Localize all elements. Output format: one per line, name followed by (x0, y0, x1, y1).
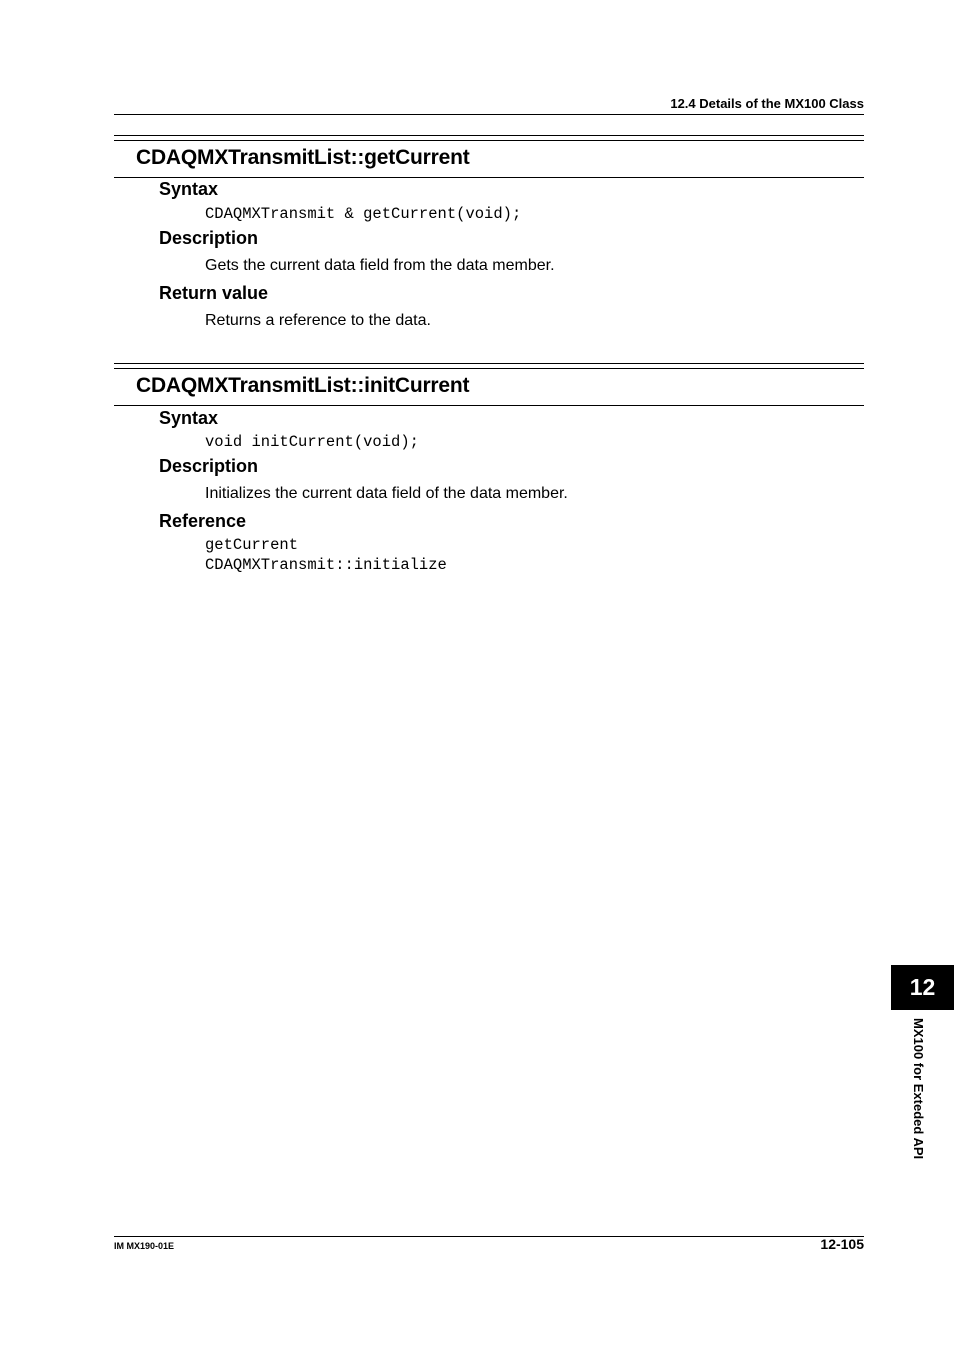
section-rule-bottom (114, 177, 864, 178)
running-header: 12.4 Details of the MX100 Class (670, 96, 864, 111)
section-rule-bottom (114, 405, 864, 406)
footer-rule (114, 1236, 864, 1237)
syntax-heading: Syntax (159, 179, 219, 199)
document-id: IM MX190-01E (114, 1241, 175, 1251)
description-text: Initializes the current data field of the data member. (205, 485, 568, 502)
page-number: 12-105 (820, 1236, 864, 1252)
chapter-tab-label: MX100 for Exteded API (911, 1018, 926, 1160)
section-title: CDAQMXTransmitList::getCurrent (136, 146, 470, 169)
syntax-code: CDAQMXTransmit & getCurrent(void); (205, 205, 522, 223)
section-title: CDAQMXTransmitList::initCurrent (136, 374, 470, 397)
reference-link-getcurrent[interactable]: getCurrent (205, 536, 299, 554)
header-rule (114, 114, 864, 115)
syntax-code: void initCurrent(void); (205, 433, 419, 451)
description-heading: Description (159, 228, 259, 248)
description-text: Gets the current data field from the data member. (205, 257, 555, 274)
return-value-heading: Return value (159, 283, 269, 303)
return-value-text: Returns a reference to the data. (205, 312, 431, 329)
chapter-tab: 12 (891, 965, 954, 1010)
reference-heading: Reference (159, 511, 247, 531)
section-rule-top (114, 368, 864, 369)
section-rule-top (114, 363, 864, 364)
syntax-heading: Syntax (159, 408, 219, 428)
section-rule-top (114, 135, 864, 136)
section-rule-top (114, 140, 864, 141)
description-heading: Description (159, 456, 259, 476)
reference-link-initialize[interactable]: CDAQMXTransmit::initialize (205, 556, 447, 574)
